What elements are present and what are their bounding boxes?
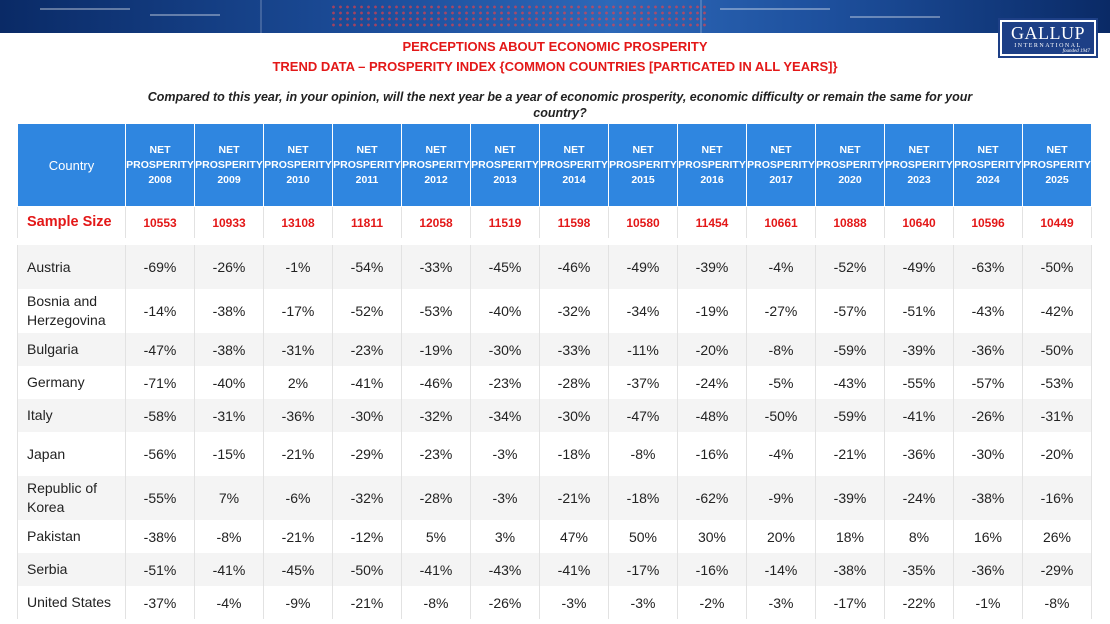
column-year: 2008 <box>148 173 172 186</box>
net-prosperity-cell: -55% <box>885 366 954 399</box>
net-prosperity-cell: 3% <box>471 520 540 553</box>
column-header-2024 <box>954 124 1023 207</box>
net-prosperity-cell: -20% <box>1023 432 1092 476</box>
net-prosperity-cell: -41% <box>333 366 402 399</box>
net-prosperity-cell: -30% <box>471 333 540 366</box>
column-header-2011 <box>333 124 402 207</box>
column-header-2023 <box>885 124 954 207</box>
table-row <box>18 553 1092 586</box>
net-prosperity-cell: -36% <box>954 333 1023 366</box>
net-prosperity-cell: -3% <box>609 586 678 619</box>
column-label: NET <box>908 143 930 156</box>
net-prosperity-cell: -38% <box>816 553 885 586</box>
page-subtitle: TREND DATA – PROSPERITY INDEX {COMMON COUNTRIES [PARTICATED IN ALL YEARS]} <box>272 59 838 74</box>
column-label: PROSPERITY <box>954 158 1022 171</box>
net-prosperity-cell: -31% <box>1023 399 1092 432</box>
net-prosperity-cell: -24% <box>885 476 954 520</box>
column-label: PROSPERITY <box>1023 158 1091 171</box>
net-prosperity-cell: -14% <box>126 289 195 333</box>
sample-size-cell: 10580 <box>609 207 678 239</box>
banner-line <box>150 14 220 16</box>
net-prosperity-cell: -63% <box>954 245 1023 289</box>
net-prosperity-cell: -31% <box>195 399 264 432</box>
country-name <box>18 399 126 432</box>
sample-size-cell: 10661 <box>747 207 816 239</box>
net-prosperity-cell: -33% <box>402 245 471 289</box>
table-row <box>18 289 1092 333</box>
net-prosperity-cell: -46% <box>402 366 471 399</box>
sample-size-cell: 10888 <box>816 207 885 239</box>
net-prosperity-cell: -23% <box>471 366 540 399</box>
net-prosperity-cell: -38% <box>126 520 195 553</box>
net-prosperity-cell: 2% <box>264 366 333 399</box>
column-header-2008 <box>126 124 195 207</box>
sample-size-cell: 10596 <box>954 207 1023 239</box>
sample-size-cell: 10553 <box>126 207 195 239</box>
net-prosperity-cell: -48% <box>678 399 747 432</box>
net-prosperity-cell: -27% <box>747 289 816 333</box>
country-name-line: Austria <box>27 258 71 275</box>
sample-size-cell: 11811 <box>333 207 402 239</box>
column-header-2025 <box>1023 124 1092 207</box>
net-prosperity-cell: -51% <box>126 553 195 586</box>
net-prosperity-cell: -2% <box>678 586 747 619</box>
net-prosperity-cell: -59% <box>816 399 885 432</box>
net-prosperity-cell: -3% <box>747 586 816 619</box>
sample-size-cell: 12058 <box>402 207 471 239</box>
table-row <box>18 586 1092 619</box>
survey-question: Compared to this year, in your opinion, will the next year be a year of economic prosperity, economic difficulty or remain the same for your country? <box>147 90 973 120</box>
column-year: 2024 <box>976 173 1000 186</box>
column-header-2014 <box>540 124 609 207</box>
column-label: NET <box>701 143 723 156</box>
table-row <box>18 399 1092 432</box>
column-header-2013 <box>471 124 540 207</box>
net-prosperity-cell: -41% <box>195 553 264 586</box>
country-name-line: Serbia <box>27 561 68 577</box>
column-label: PROSPERITY <box>402 158 470 171</box>
net-prosperity-cell: -41% <box>885 399 954 432</box>
column-label: NET <box>218 143 240 156</box>
net-prosperity-cell: -71% <box>126 366 195 399</box>
column-year: 2010 <box>286 173 310 186</box>
column-year: 2015 <box>631 173 655 186</box>
table-header-row <box>18 124 1092 207</box>
logo-wordmark: GALLUP <box>1011 23 1085 43</box>
net-prosperity-cell: -16% <box>678 432 747 476</box>
net-prosperity-cell: -23% <box>402 432 471 476</box>
net-prosperity-cell: -36% <box>954 553 1023 586</box>
table-row <box>18 476 1092 520</box>
net-prosperity-cell: -32% <box>540 289 609 333</box>
column-year: 2017 <box>769 173 793 186</box>
net-prosperity-cell: -17% <box>609 553 678 586</box>
column-year: 2009 <box>217 173 241 186</box>
net-prosperity-cell: 47% <box>540 520 609 553</box>
column-label: NET <box>839 143 861 156</box>
column-label: NET <box>632 143 654 156</box>
net-prosperity-cell: -50% <box>333 553 402 586</box>
sample-size-cell: 11454 <box>678 207 747 239</box>
net-prosperity-cell: -38% <box>954 476 1023 520</box>
column-year: 2023 <box>907 173 931 186</box>
net-prosperity-cell: -4% <box>747 432 816 476</box>
sample-size-row <box>18 207 1092 239</box>
column-label: NET <box>770 143 792 156</box>
country-name <box>18 476 126 520</box>
banner-line <box>40 8 130 10</box>
country-name <box>18 586 126 619</box>
table-row <box>18 333 1092 366</box>
column-header-2012 <box>402 124 471 207</box>
column-label: NET <box>287 143 309 156</box>
country-name-line: Italy <box>27 407 53 423</box>
column-header-2009 <box>195 124 264 207</box>
country-name-line: Pakistan <box>27 528 81 544</box>
net-prosperity-cell: -28% <box>402 476 471 520</box>
country-name-line: Bosnia and <box>27 293 98 309</box>
banner-divider <box>260 0 262 33</box>
sample-size-cell: 10933 <box>195 207 264 239</box>
column-year: 2020 <box>838 173 862 186</box>
net-prosperity-cell: -36% <box>885 432 954 476</box>
net-prosperity-cell: -52% <box>333 289 402 333</box>
logo-founded: founded 1947 <box>1062 49 1090 54</box>
net-prosperity-cell: -49% <box>609 245 678 289</box>
country-name <box>18 333 126 366</box>
net-prosperity-cell: -34% <box>609 289 678 333</box>
net-prosperity-cell: -24% <box>678 366 747 399</box>
net-prosperity-cell: -35% <box>885 553 954 586</box>
net-prosperity-cell: -8% <box>195 520 264 553</box>
net-prosperity-cell: -8% <box>747 333 816 366</box>
country-name <box>18 366 126 399</box>
net-prosperity-cell: -51% <box>885 289 954 333</box>
column-header-2016 <box>678 124 747 207</box>
net-prosperity-cell: -11% <box>609 333 678 366</box>
net-prosperity-cell: -42% <box>1023 289 1092 333</box>
column-label: PROSPERITY <box>816 158 884 171</box>
net-prosperity-cell: -26% <box>195 245 264 289</box>
net-prosperity-cell: -5% <box>747 366 816 399</box>
net-prosperity-cell: -39% <box>885 333 954 366</box>
country-name <box>18 553 126 586</box>
net-prosperity-cell: -62% <box>678 476 747 520</box>
column-label: PROSPERITY <box>540 158 608 171</box>
banner-line <box>720 8 830 10</box>
net-prosperity-cell: -16% <box>678 553 747 586</box>
page-title: PERCEPTIONS ABOUT ECONOMIC PROSPERITY <box>402 39 708 54</box>
net-prosperity-cell: -30% <box>333 399 402 432</box>
prosperity-trend-table <box>17 123 1092 619</box>
column-header-2015 <box>609 124 678 207</box>
column-label: PROSPERITY <box>609 158 677 171</box>
row-spacer-cell <box>18 238 1092 245</box>
net-prosperity-cell: -20% <box>678 333 747 366</box>
column-label: NET <box>149 143 171 156</box>
sample-size-cell: 10640 <box>885 207 954 239</box>
column-year: 2014 <box>562 173 586 186</box>
net-prosperity-cell: -54% <box>333 245 402 289</box>
net-prosperity-cell: -37% <box>126 586 195 619</box>
net-prosperity-cell: -17% <box>816 586 885 619</box>
top-banner <box>0 0 1110 33</box>
column-year: 2016 <box>700 173 724 186</box>
column-label: PROSPERITY <box>264 158 332 171</box>
net-prosperity-cell: -47% <box>609 399 678 432</box>
column-label: PROSPERITY <box>333 158 401 171</box>
net-prosperity-cell: -53% <box>402 289 471 333</box>
column-label: PROSPERITY <box>885 158 953 171</box>
net-prosperity-cell: -39% <box>816 476 885 520</box>
sample-size-label: Sample Size <box>18 207 126 239</box>
net-prosperity-cell: -6% <box>264 476 333 520</box>
table-row <box>18 432 1092 476</box>
table-row <box>18 520 1092 553</box>
net-prosperity-cell: -26% <box>954 399 1023 432</box>
net-prosperity-cell: -22% <box>885 586 954 619</box>
net-prosperity-cell: -1% <box>264 245 333 289</box>
net-prosperity-cell: -8% <box>402 586 471 619</box>
net-prosperity-cell: -50% <box>1023 333 1092 366</box>
table-row <box>18 366 1092 399</box>
column-header-2017 <box>747 124 816 207</box>
column-label: NET <box>425 143 447 156</box>
logo-subtitle: INTERNATIONAL <box>1014 43 1082 49</box>
net-prosperity-cell: -8% <box>1023 586 1092 619</box>
net-prosperity-cell: 30% <box>678 520 747 553</box>
net-prosperity-cell: 26% <box>1023 520 1092 553</box>
column-label: NET <box>977 143 999 156</box>
country-name-line: Bulgaria <box>27 341 79 357</box>
country-name-line: Korea <box>27 499 65 515</box>
net-prosperity-cell: -45% <box>264 553 333 586</box>
net-prosperity-cell: 16% <box>954 520 1023 553</box>
net-prosperity-cell: -57% <box>954 366 1023 399</box>
net-prosperity-cell: -21% <box>264 432 333 476</box>
net-prosperity-cell: -43% <box>816 366 885 399</box>
column-header-2020 <box>816 124 885 207</box>
net-prosperity-cell: -8% <box>609 432 678 476</box>
country-name <box>18 289 126 333</box>
net-prosperity-cell: -4% <box>747 245 816 289</box>
column-label: NET <box>563 143 585 156</box>
column-label: PROSPERITY <box>747 158 815 171</box>
net-prosperity-cell: -30% <box>954 432 1023 476</box>
net-prosperity-cell: -41% <box>402 553 471 586</box>
net-prosperity-cell: -38% <box>195 333 264 366</box>
net-prosperity-cell: 8% <box>885 520 954 553</box>
column-header-country: Country <box>18 124 126 207</box>
banner-divider <box>700 0 702 33</box>
net-prosperity-cell: -1% <box>954 586 1023 619</box>
net-prosperity-cell: -32% <box>402 399 471 432</box>
country-name <box>18 520 126 553</box>
net-prosperity-cell: -41% <box>540 553 609 586</box>
country-name-line: Japan <box>27 445 66 462</box>
net-prosperity-cell: -47% <box>126 333 195 366</box>
net-prosperity-cell: -28% <box>540 366 609 399</box>
sample-size-cell: 10449 <box>1023 207 1092 239</box>
net-prosperity-cell: -9% <box>264 586 333 619</box>
net-prosperity-cell: -21% <box>264 520 333 553</box>
net-prosperity-cell: -59% <box>816 333 885 366</box>
net-prosperity-cell: -3% <box>471 432 540 476</box>
net-prosperity-cell: -37% <box>609 366 678 399</box>
net-prosperity-cell: -50% <box>1023 245 1092 289</box>
net-prosperity-cell: -45% <box>471 245 540 289</box>
net-prosperity-cell: -29% <box>333 432 402 476</box>
net-prosperity-cell: 5% <box>402 520 471 553</box>
net-prosperity-cell: -14% <box>747 553 816 586</box>
net-prosperity-cell: -18% <box>540 432 609 476</box>
net-prosperity-cell: -12% <box>333 520 402 553</box>
net-prosperity-cell: -39% <box>678 245 747 289</box>
net-prosperity-cell: -46% <box>540 245 609 289</box>
column-year: 2012 <box>424 173 448 186</box>
net-prosperity-cell: -21% <box>540 476 609 520</box>
net-prosperity-cell: -31% <box>264 333 333 366</box>
country-name-line: United States <box>27 594 112 610</box>
net-prosperity-cell: -26% <box>471 586 540 619</box>
net-prosperity-cell: -55% <box>126 476 195 520</box>
net-prosperity-cell: -40% <box>471 289 540 333</box>
net-prosperity-cell: -9% <box>747 476 816 520</box>
net-prosperity-cell: -19% <box>678 289 747 333</box>
column-header-2010 <box>264 124 333 207</box>
net-prosperity-cell: -40% <box>195 366 264 399</box>
row-spacer <box>18 238 1092 245</box>
net-prosperity-cell: -15% <box>195 432 264 476</box>
net-prosperity-cell: -23% <box>333 333 402 366</box>
net-prosperity-cell: -43% <box>471 553 540 586</box>
column-label: PROSPERITY <box>126 158 194 171</box>
country-name-line: Germany <box>27 374 85 390</box>
sample-size-cell: 13108 <box>264 207 333 239</box>
net-prosperity-cell: 18% <box>816 520 885 553</box>
net-prosperity-cell: -53% <box>1023 366 1092 399</box>
country-name <box>18 432 126 476</box>
sample-size-cell: 11519 <box>471 207 540 239</box>
net-prosperity-cell: -19% <box>402 333 471 366</box>
net-prosperity-cell: 20% <box>747 520 816 553</box>
banner-line <box>850 16 940 18</box>
net-prosperity-cell: -4% <box>195 586 264 619</box>
table-row <box>18 245 1092 289</box>
net-prosperity-cell: -3% <box>471 476 540 520</box>
column-label: PROSPERITY <box>195 158 263 171</box>
net-prosperity-cell: -38% <box>195 289 264 333</box>
net-prosperity-cell: -49% <box>885 245 954 289</box>
sample-size-cell: 11598 <box>540 207 609 239</box>
column-label: NET <box>494 143 516 156</box>
column-label: PROSPERITY <box>678 158 746 171</box>
net-prosperity-cell: -58% <box>126 399 195 432</box>
net-prosperity-cell: 7% <box>195 476 264 520</box>
column-label: NET <box>356 143 378 156</box>
net-prosperity-cell: -36% <box>264 399 333 432</box>
country-name-line: Herzegovina <box>27 312 106 328</box>
net-prosperity-cell: -21% <box>816 432 885 476</box>
net-prosperity-cell: -34% <box>471 399 540 432</box>
banner-pattern <box>330 4 710 28</box>
net-prosperity-cell: -56% <box>126 432 195 476</box>
net-prosperity-cell: -57% <box>816 289 885 333</box>
net-prosperity-cell: -18% <box>609 476 678 520</box>
net-prosperity-cell: -43% <box>954 289 1023 333</box>
column-year: 2013 <box>493 173 517 186</box>
column-label: PROSPERITY <box>471 158 539 171</box>
net-prosperity-cell: -32% <box>333 476 402 520</box>
net-prosperity-cell: -30% <box>540 399 609 432</box>
column-year: 2011 <box>355 173 379 186</box>
net-prosperity-cell: -21% <box>333 586 402 619</box>
net-prosperity-cell: -69% <box>126 245 195 289</box>
column-label: NET <box>1046 143 1068 156</box>
net-prosperity-cell: -52% <box>816 245 885 289</box>
net-prosperity-cell: -16% <box>1023 476 1092 520</box>
net-prosperity-cell: -3% <box>540 586 609 619</box>
net-prosperity-cell: -33% <box>540 333 609 366</box>
column-year: 2025 <box>1045 173 1069 186</box>
net-prosperity-cell: -29% <box>1023 553 1092 586</box>
country-name-line: Republic of <box>27 480 98 496</box>
net-prosperity-cell: -17% <box>264 289 333 333</box>
net-prosperity-cell: 50% <box>609 520 678 553</box>
country-name <box>18 245 126 289</box>
net-prosperity-cell: -50% <box>747 399 816 432</box>
